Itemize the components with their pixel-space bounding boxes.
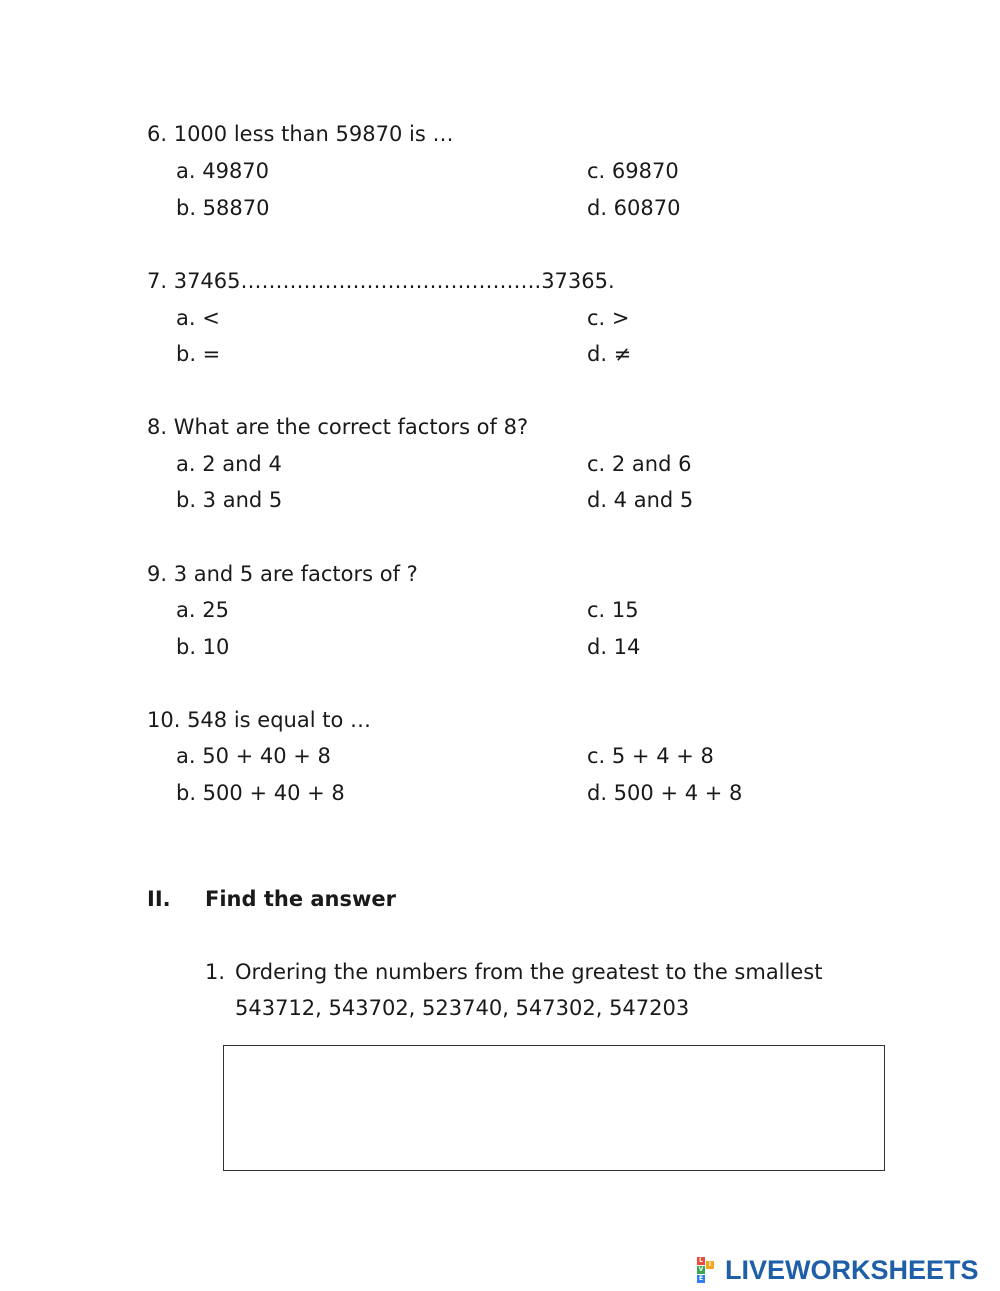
question-6-option-b[interactable]: b. 58870: [176, 196, 270, 220]
question-9-stem: 9. 3 and 5 are factors of ?: [147, 562, 418, 586]
question-9-option-d[interactable]: d. 14: [587, 635, 641, 659]
liveworksheets-logo: [697, 1255, 979, 1285]
question-10-stem: 10. 548 is equal to …: [147, 708, 371, 732]
section-title: Find the answer: [205, 887, 396, 911]
logo-block-v: V: [698, 1266, 704, 1273]
logo-text: LIVEWORKSHEETS: [725, 1254, 979, 1285]
question-7-option-c[interactable]: c. >: [587, 306, 630, 330]
question-9-option-c[interactable]: c. 15: [587, 598, 639, 622]
question-8-option-c[interactable]: c. 2 and 6: [587, 452, 692, 476]
question-6-option-a[interactable]: a. 49870: [176, 159, 270, 183]
task-1-instruction: Ordering the numbers from the greatest to the smallest: [235, 960, 823, 984]
logo-blocks-icon: [697, 1257, 723, 1283]
logo-block-l: L: [697, 1257, 705, 1265]
logo-block-e: E: [698, 1275, 704, 1282]
question-10-option-b[interactable]: b. 500 + 40 + 8: [176, 781, 345, 805]
section-number: II.: [147, 887, 171, 911]
logo-block-i: I: [706, 1261, 714, 1269]
task-1-numbers: 543712, 543702, 523740, 547302, 547203: [235, 996, 690, 1020]
question-7-option-b[interactable]: b. =: [176, 342, 221, 366]
question-10-option-d[interactable]: d. 500 + 4 + 8: [587, 781, 743, 805]
question-8-option-b[interactable]: b. 3 and 5: [176, 488, 283, 512]
question-9-option-b[interactable]: b. 10: [176, 635, 230, 659]
task-1-number: 1.: [205, 960, 226, 984]
question-7-option-d[interactable]: d. ≠: [587, 342, 632, 366]
question-10-option-a[interactable]: a. 50 + 40 + 8: [176, 744, 331, 768]
question-8-stem: 8. What are the correct factors of 8?: [147, 415, 529, 439]
answer-box[interactable]: [223, 1045, 885, 1171]
question-6-option-c[interactable]: c. 69870: [587, 159, 679, 183]
question-6-option-d[interactable]: d. 60870: [587, 196, 681, 220]
question-8-option-a[interactable]: a. 2 and 4: [176, 452, 282, 476]
question-7-option-a[interactable]: a. <: [176, 306, 220, 330]
question-9-option-a[interactable]: a. 25: [176, 598, 229, 622]
question-6-stem: 6. 1000 less than 59870 is …: [147, 122, 454, 146]
question-10-option-c[interactable]: c. 5 + 4 + 8: [587, 744, 714, 768]
question-8-option-d[interactable]: d. 4 and 5: [587, 488, 694, 512]
question-7-stem: 7. 37465…………………………………….37365.: [147, 269, 615, 293]
